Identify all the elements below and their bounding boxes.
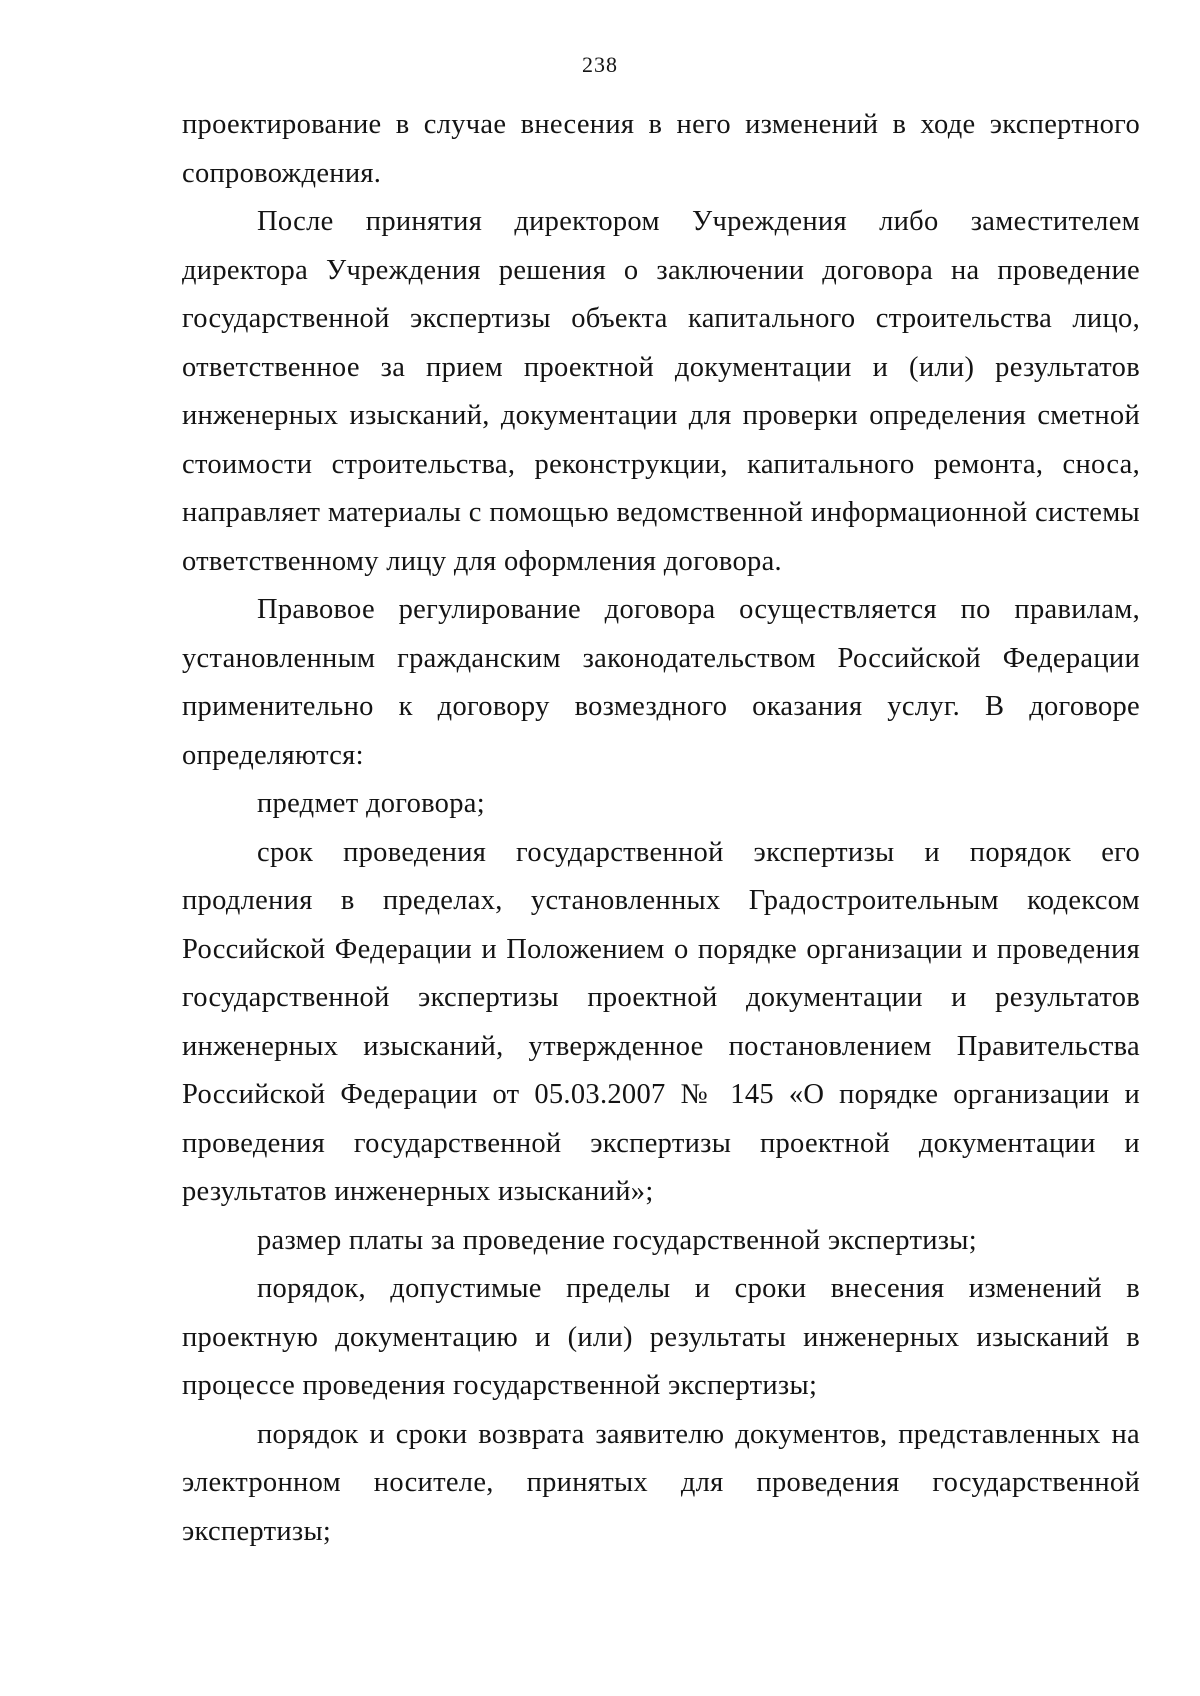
document-body: [182, 101, 1140, 1556]
list-item-subject: предмет договора;: [257, 788, 485, 819]
list-item-return-documents: порядок и сроки возврата заявителю документов, представленных на электронном носителе, принятых для проведения государственной экспертизы;: [182, 1418, 1140, 1547]
list-item-changes: порядок, допустимые пределы и сроки внесения изменений в проектную документацию и (или) результаты инженерных изысканий в процессе проведения государственной экспертизы;: [182, 1273, 1140, 1401]
list-item-term: срок проведения государственной экспертизы и порядок его продления в пределах, установленных Градостроительным кодексом Российской Федерации и Положением о порядке организации и проведения государственной экспертизы проектной документации и результатов инженерных изысканий, утвержденное постановлением Правительства Российской Федерации от 05.03.2007 № 145 «О порядке организации и проведения государственной экспертизы проектной документации и результатов инженерных изысканий»;: [182, 836, 1140, 1207]
paragraph-legal-regulation: Правовое регулирование договора осуществляется по правилам, установленным гражданским законодательством Российской Федерации применительно к договору возмездного оказания услуг. В договоре определяются:: [182, 594, 1140, 771]
paragraph-continuation: проектирование в случае внесения в него изменений в ходе экспертного сопровождения.: [182, 109, 1140, 189]
paragraph-contract-decision: После принятия директором Учреждения либо заместителем директора Учреждения решения о заключении договора на проведение государственной экспертизы объекта капитального строительства лицо, ответственное за прием проектной документации и (или) результатов инженерных изысканий, документации для проверки определения сметной стоимости строительства, реконструкции, капитального ремонта, сноса, направляет материалы с помощью ведомственной информационной системы ответственному лицу для оформления договора.: [182, 206, 1140, 577]
list-item-fee: размер платы за проведение государственной экспертизы;: [257, 1224, 977, 1256]
page-number: 238: [582, 52, 618, 77]
